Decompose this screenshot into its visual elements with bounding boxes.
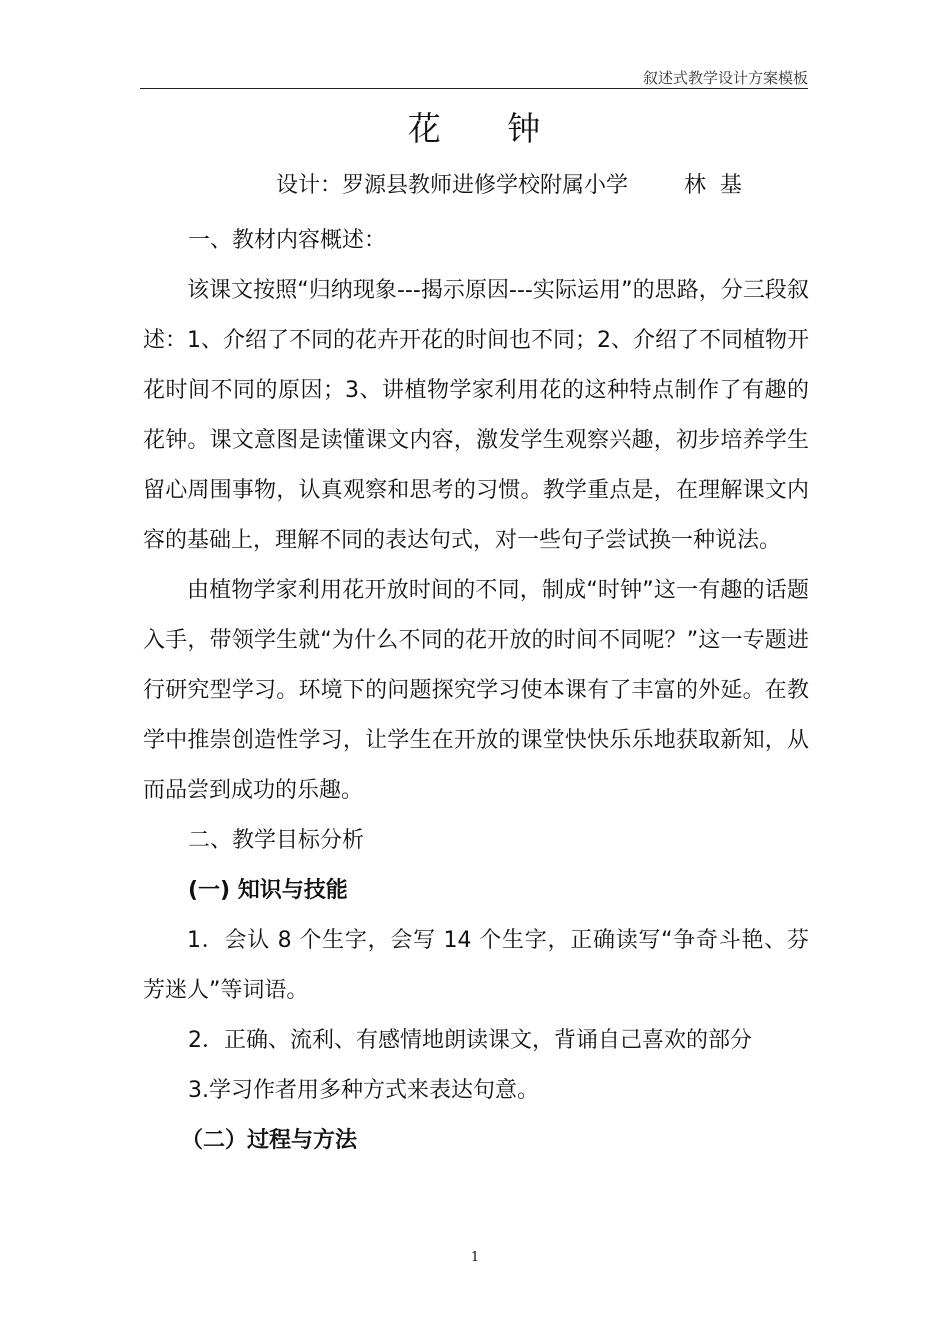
page-number: 1 bbox=[470, 1250, 480, 1265]
paragraph bbox=[143, 566, 809, 816]
list-item: 1．会认 8 个生字，会写 14 个生字，正确读写“争奇斗艳、芬芳迷人”等词语。 bbox=[143, 928, 809, 1003]
document-title: 花 钟 bbox=[407, 109, 569, 148]
paragraph bbox=[143, 916, 809, 1016]
author-line: 设计：罗源县教师进修学校附属小学 林 基 bbox=[276, 173, 742, 198]
section-heading: 二、教学目标分析 bbox=[188, 828, 365, 853]
list-item: 3.学习作者用多种方式来表达句意。 bbox=[188, 1078, 539, 1103]
paragraph bbox=[143, 266, 809, 566]
running-header: 叙述式教学设计方案模板 bbox=[642, 69, 808, 87]
subsection-heading: (一) 知识与技能 bbox=[188, 878, 348, 903]
document-body bbox=[143, 216, 809, 1166]
paragraph-text: 该课文按照“归纳现象---揭示原因---实际运用”的思路，分三段叙述：1、介绍了不同的花卉开花的时间也不同；2、介绍了不同植物开花时间不同的原因；3、讲植物学家利用花的这种特点制作了有趣的花钟。课文意图是读懂课文内容，激发学生观察兴趣，初步培养学生留心周围事物，认真观察和思考的习惯。教学重点是，在理解课文内容的基础上，理解不同的表达句式，对一些句子尝试换一种说法。 bbox=[143, 278, 809, 553]
subsection-heading: （二）过程与方法 bbox=[181, 1128, 358, 1153]
paragraph-text: 由植物学家利用花开放时间的不同，制成“时钟”这一有趣的话题入手，带领学生就“为什么不同的花开放的时间不同呢？”这一专题进行研究型学习。环境下的问题探究学习使本课有了丰富的外延。在教学中推崇创造性学习，让学生在开放的课堂快快乐乐地获取新知，从而品尝到成功的乐趣。 bbox=[143, 578, 809, 803]
header-rule bbox=[140, 88, 808, 89]
list-item: 2．正确、流利、有感情地朗读课文，背诵自己喜欢的部分 bbox=[188, 1028, 752, 1053]
section-heading: 一、教材内容概述： bbox=[188, 228, 387, 253]
